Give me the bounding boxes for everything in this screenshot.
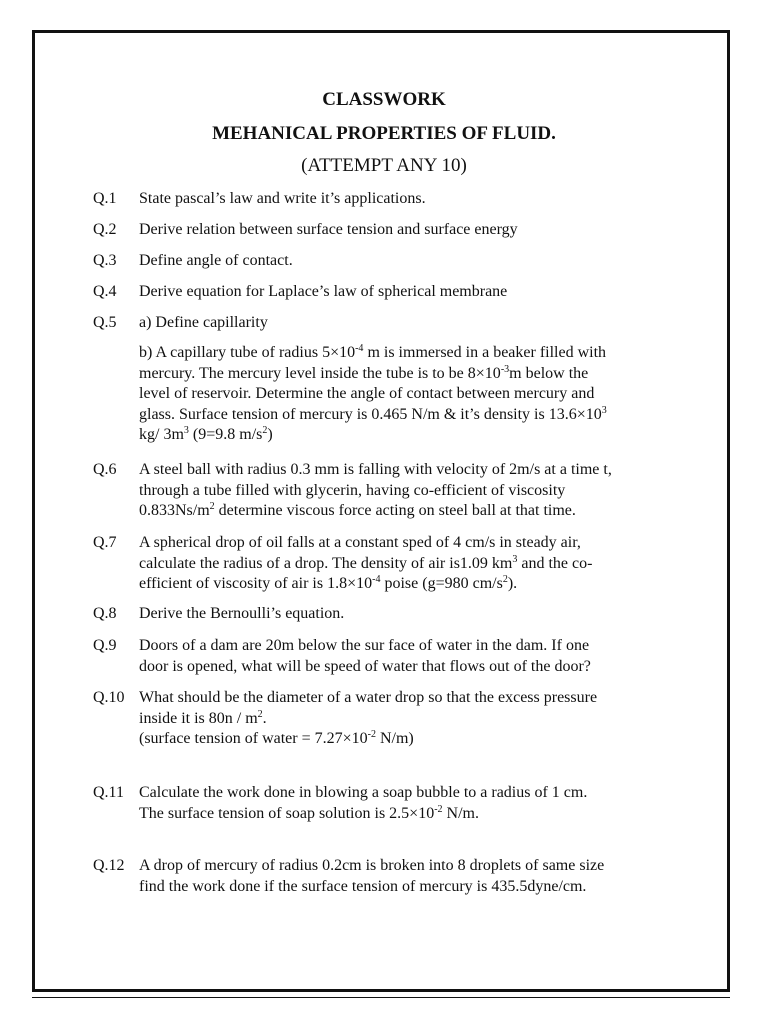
question-line: b) A capillary tube of radius $5\times 10^{-4}$ m is immersed in a beaker filled with — [139, 343, 607, 361]
worksheet-subtitle: MEHANICAL PROPERTIES OF FLUID. — [212, 123, 556, 144]
question-item — [93, 636, 683, 677]
question-text — [139, 783, 683, 824]
question-line: A spherical drop of oil falls at a constant sped of 4 cm/s in steady air, — [139, 534, 581, 551]
question-item — [93, 688, 683, 750]
question-item — [93, 220, 683, 241]
question-item — [93, 460, 683, 522]
question-item — [93, 533, 683, 595]
question-line: level of reservoir. Determine the angle of contact between mercury and — [139, 385, 595, 402]
question-item — [93, 604, 683, 625]
question-text — [139, 343, 683, 446]
question-line: through a tube filled with glycerin, having co-efficient of viscosity — [139, 481, 566, 499]
question-line: What should be the diameter of a water drop so that the excess pressure — [139, 689, 598, 706]
question-line: Calculate the work done in blowing a soap bubble to a radius of 1 cm. — [139, 784, 588, 801]
question-line: The surface tension of soap solution is $2.5\times 10^{-2}$ N/m. — [139, 803, 479, 822]
question-number: Q.1 — [93, 190, 117, 207]
question-number: Q.6 — [93, 461, 117, 478]
question-number: Q.11 — [93, 784, 124, 801]
question-line: find the work done if the surface tension of mercury is 435.5dyne/cm. — [139, 877, 587, 895]
question-line: inside it is $80n / m^2$. — [139, 708, 267, 727]
question-text — [139, 282, 683, 303]
question-line: State pascal’s law and write it’s applications. — [139, 190, 426, 207]
question-item — [93, 313, 683, 334]
question-number: Q.4 — [93, 283, 117, 300]
question-text — [139, 856, 683, 897]
question-line: kg/ $3m^3$ (9=9.8 $m/s^2$) — [139, 425, 273, 443]
question-line: mercury. The mercury level inside the tube is to be $8\times 10^{-3}m$ below the — [139, 363, 589, 382]
question-text — [139, 460, 683, 522]
question-line: glass. Surface tension of mercury is 0.465 N/m & it’s density is $13.6\times 10^3$ — [139, 404, 607, 423]
question-text — [139, 533, 683, 595]
question-number: Q.5 — [93, 314, 117, 331]
question-number: Q.12 — [93, 857, 125, 874]
question-number: Q.10 — [93, 689, 125, 706]
question-line: Doors of a dam are 20m below the sur face of water in the dam. If one — [139, 637, 590, 654]
question-line: calculate the radius of a drop. The density of air is1.09 $km^3$ and the co- — [139, 553, 593, 572]
question-item — [93, 189, 683, 210]
question-item — [93, 856, 683, 897]
question-text — [139, 189, 683, 210]
question-line: efficient of viscosity of air is $1.8\times 10^{-4}$ poise (g=980 $cm/s^2$). — [139, 574, 518, 592]
question-line: Derive the Bernoulli’s equation. — [139, 605, 345, 622]
question-number: Q.2 — [93, 221, 117, 238]
question-line: $0.833Ns/m^2$ determine viscous force acting on steel ball at that time. — [139, 501, 576, 519]
question-item — [93, 343, 683, 446]
question-line: door is opened, what will be speed of water that flows out of the door? — [139, 657, 591, 675]
question-text — [139, 604, 683, 625]
question-text — [139, 636, 683, 677]
question-number: Q.9 — [93, 637, 117, 654]
question-number: Q.3 — [93, 252, 117, 269]
question-text — [139, 313, 683, 334]
question-number: Q.7 — [93, 534, 117, 551]
question-number: Q.8 — [93, 605, 117, 622]
question-text — [139, 688, 683, 750]
question-line: Derive equation for Laplace’s law of spherical membrane — [139, 283, 508, 300]
question-item — [93, 783, 683, 824]
question-line: A drop of mercury of radius 0.2cm is broken into 8 droplets of same size — [139, 857, 605, 874]
worksheet-title: CLASSWORK — [322, 89, 446, 110]
question-line: a) Define capillarity — [139, 314, 268, 331]
worksheet-instruction: (ATTEMPT ANY 10) — [301, 155, 467, 176]
question-line: Derive relation between surface tension and surface energy — [139, 221, 518, 238]
question-item — [93, 282, 683, 303]
question-line: A steel ball with radius 0.3 mm is falling with velocity of 2m/s at a time t, — [139, 461, 612, 478]
question-text — [139, 220, 683, 241]
question-line: (surface tension of water = $7.27\times 10^{-2}$ N/m) — [139, 729, 414, 747]
question-text — [139, 251, 683, 272]
question-item — [93, 251, 683, 272]
question-line: Define angle of contact. — [139, 252, 293, 269]
